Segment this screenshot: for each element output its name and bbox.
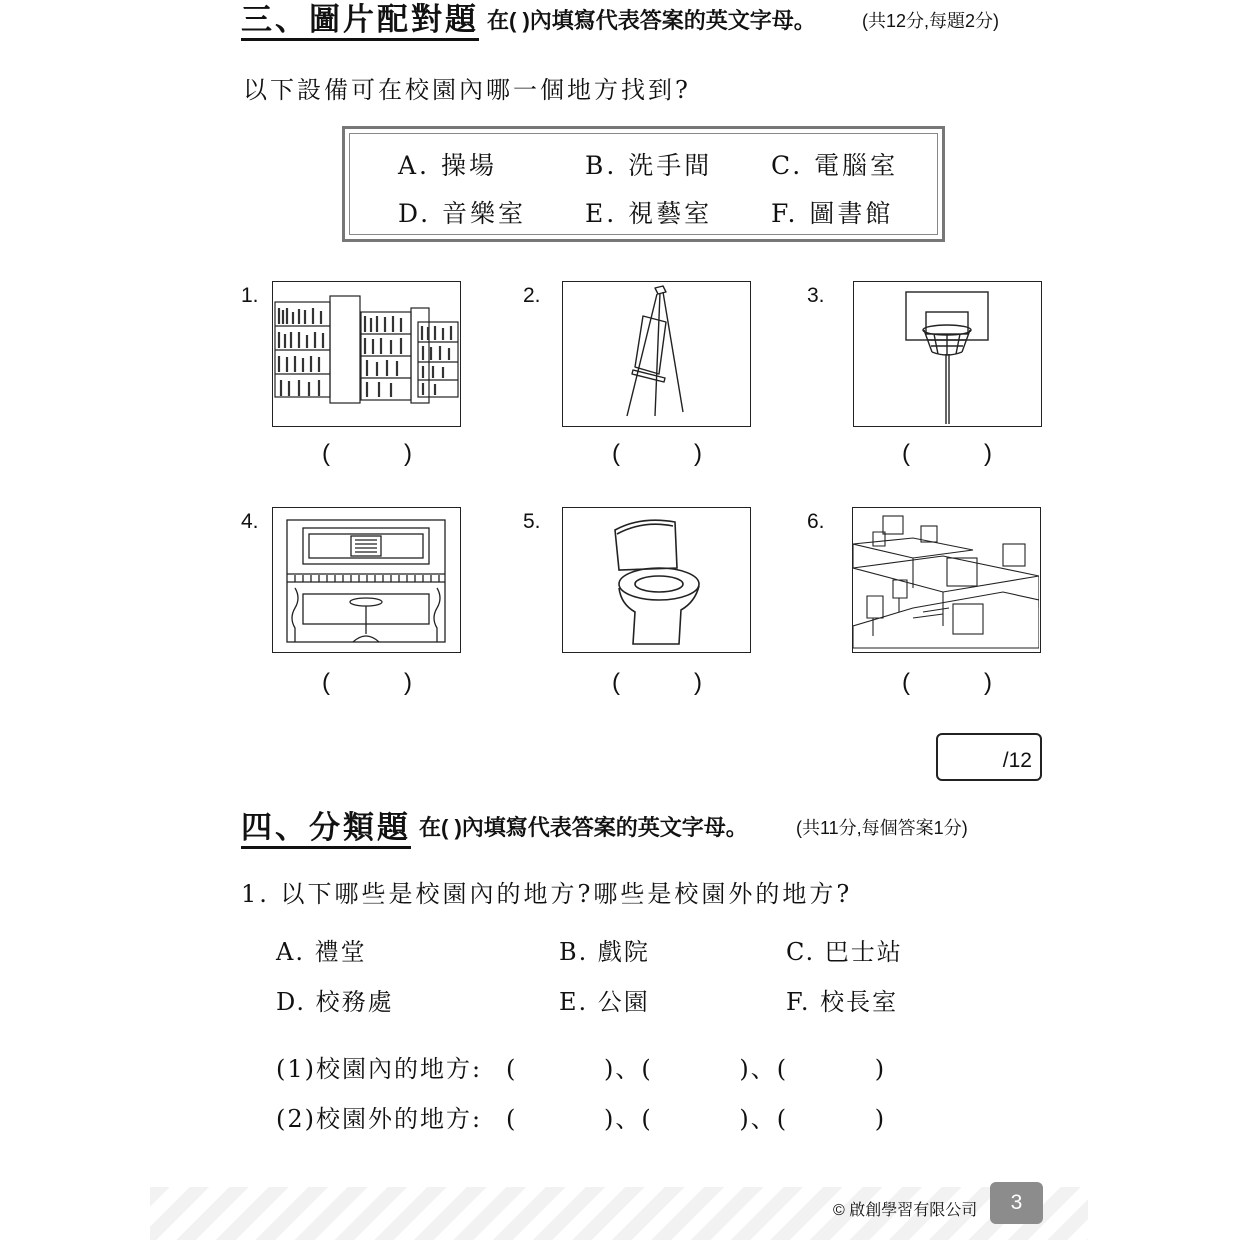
class-option-f: F. 校長室 [786,988,899,1016]
answer-blank-4[interactable]: ( ) [322,669,412,696]
option-d: D. 音樂室 [398,199,527,228]
answer-blank-6[interactable]: ( ) [902,669,992,696]
score-box: /12 [936,733,1042,781]
item-number-5: 5. [523,510,541,533]
page-number: 3 [990,1182,1043,1224]
option-c: C. 電腦室 [771,151,899,180]
picture-6 [852,507,1041,653]
answer2-label: (2)校園外的地方: [276,1105,483,1133]
item-number-3: 3. [807,284,825,307]
item-number-1: 1. [241,284,259,307]
item-number-4: 4. [241,510,259,533]
option-f: F. 圖書館 [771,199,894,228]
picture-1 [272,281,461,427]
toilet-icon [563,508,749,651]
section3-note: (共12分,每題2分) [862,11,1000,31]
basketball-hoop-icon [854,282,1040,425]
computer-icon [853,508,1039,651]
answer-blank-3[interactable]: ( ) [902,440,992,467]
section4-instruction: 在( )內填寫代表答案的英文字母。 [419,815,748,840]
easel-icon [563,282,749,425]
class-option-b: B. 戲院 [559,938,650,966]
answer-blank-5[interactable]: ( ) [612,669,702,696]
section3-question: 以下設備可在校園內哪一個地方找到? [243,76,691,104]
item-number-6: 6. [807,510,825,533]
answer-blank-2[interactable]: ( ) [612,440,702,467]
picture-3 [853,281,1042,427]
option-b: B. 洗手間 [585,151,713,180]
section3-instruction: 在( )內填寫代表答案的英文字母。 [487,8,816,33]
bookshelf-icon [273,282,459,425]
answer1-blanks[interactable]: ( )、( )、( ) [506,1055,887,1083]
class-option-a: A. 禮堂 [276,938,367,966]
option-e: E. 視藝室 [585,199,713,228]
section4-note: (共11分,每個答案1分) [796,818,968,838]
answer-blank-1[interactable]: ( ) [322,440,412,467]
option-a: A. 操場 [398,151,497,180]
picture-2 [562,281,751,427]
section4-question: 1. 以下哪些是校園內的地方?哪些是校園外的地方? [241,880,853,908]
picture-4 [272,507,461,653]
copyright: © 啟創學習有限公司 [833,1202,978,1219]
picture-5 [562,507,751,653]
section3-title: 三、圖片配對題 [241,3,479,41]
class-option-e: E. 公園 [559,988,650,1016]
section4-title: 四、分類題 [241,811,411,849]
item-number-2: 2. [523,284,541,307]
class-option-d: D. 校務處 [276,988,394,1016]
piano-icon [273,508,459,651]
answer1-label: (1)校園內的地方: [276,1055,483,1083]
answer2-blanks[interactable]: ( )、( )、( ) [506,1105,887,1133]
class-option-c: C. 巴士站 [786,938,903,966]
